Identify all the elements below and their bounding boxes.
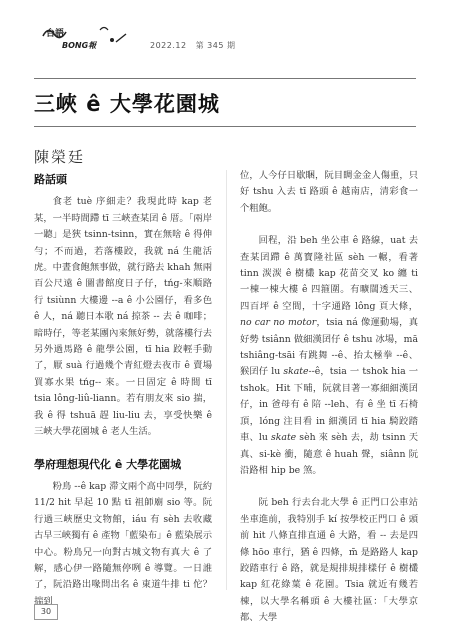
logo-text-bottom: BONG報	[62, 41, 97, 50]
author-name: 陳榮廷	[34, 148, 86, 166]
column-divider	[226, 170, 227, 590]
right-column	[240, 168, 418, 640]
issue-date: 2022.12	[150, 41, 187, 50]
section-heading-campus: 學府理想現代化 ê 大學花園城	[34, 457, 182, 471]
issue-number: 第 345 期	[195, 41, 236, 50]
paragraph-4: 回程，沿 beh 坐公車 ê 路線，uat 去查某囝蹛 ê 萬寶隆社區 sèh 一輾，看著 tinn 湠湠 ê 樹欉 kap 花苗交叉 ko 纏 ti 一棟一棟大樓 ê 四箍圍。有曠闊透天三、四百坪 ê 空間，十字通路 lông 頁大條，no car no motor，tsia ná 像運動場，真好勢 tsiânn 做細漢囝仔 ê tshu 冰場，mā tshiâng-tsāi 有跳舞 --ê、抬太極拳 --ê、猴囝仔 lu skate--ê，tsia 一 tshok hia 一 tshok。Hit 下晡，阮就目著一寡細細漢囝仔，in 爸母有 ê 陪 --leh、有 ê 坐 tī 石椅頂，lóng 注目看 in 細漢囝 tī hia 騎跤踏車、lu skate sèh 來 sèh 去，劫 tsinn 天真、si-kè 衝，隨意 ê huah 聲，siânn 阮沿路相 hip be 煞。	[240, 235, 419, 476]
masthead-meta	[150, 40, 242, 51]
paragraph-3: 位，人今仔日歇睏，阮目睭金金人傷重，只好 tshu 入去 tī 路頭 ê 越南店，清彩食一个粗飽。	[240, 170, 418, 214]
left-column	[34, 170, 212, 626]
page-number: 30	[34, 604, 58, 620]
paragraph-1: 食老 tuè 序細走？我現此時 kap 老某，一半時間蹛 tī 三峽查某囝 ê 厝。「兩岸一聽」是狹 tsinn-tsinn，實在無啥 ê 得伸勻；不而過，若落樓跤，我就 ná 生龍活虎。中晝食飽無事做，就行路去 khah 無兩百公尺遠 ê 圖書館度日子仔，tńg-來順路行 tsiùnn 大樓邊 --a ê 小公園仔，看多色 ê 人，ná 聽日本歌 ná 掠茶 -- 去 ê 咖啡；暗時仔，等老某團內來無好勢，就落樓行去另外過馬路 ê 龍學公園，tī hia 跤輕手動了，厭 suà 行過幾个青紅燈去夜市 ê 賣場買寡水果 tńg-- 來。一日固定 ê 時間 tī tsia lông-liû-liann。若有朋友來 sio 揣，我 ê 得 tshuā 趕 liu-liu 去，享受快樂 ê 三峽大學花園城 ê 老人生活。	[34, 196, 212, 438]
paragraph-2: 粉鳥 --ê kap 滞文兩个高中同學，阮約 11/2 hit 早起 10 點 tī 祖師廟 sio 等。阮行過三峽歷史文物館，iáu 有 sèh 去收藏古早三峽獨有 ê 產物「藍染布」ê 藍染展示中心。粉鳥兄一向對古城文物有真大 ê 了解，感心伊一路隨無停咧 ê 導覽。一日誰了，阮沿路出喙問出名 ê 東道牛排 ti 佗？揣到	[34, 480, 212, 607]
title-rule-top	[34, 78, 416, 79]
title-rule-bottom	[34, 126, 416, 127]
paragraph-5: 阮 beh 行去台北大學 ê 正門口公車站坐車進前，我特別手 kí 按學校正門口 ê 頭前 hit 八條直排直通 ê 大路，看 -- 去是四條 hōo 車行，猶 ê 四條，m̄ 是路路人 kap 跤踏車行 ê 路，就是規排規排樣仔 ê 樹欉 kap 紅花綠葉 ê 花園。Tsia 就近有幾若棟，以大學名稱頭 ê 大樓社區：「大學京都、大學	[240, 497, 418, 624]
section-heading-intro: 路話頭	[34, 173, 67, 186]
article-title: 三峽 ê 大學花園城	[34, 92, 220, 116]
magazine-logo	[40, 22, 140, 52]
logo-text-top: 台語	[46, 29, 65, 39]
